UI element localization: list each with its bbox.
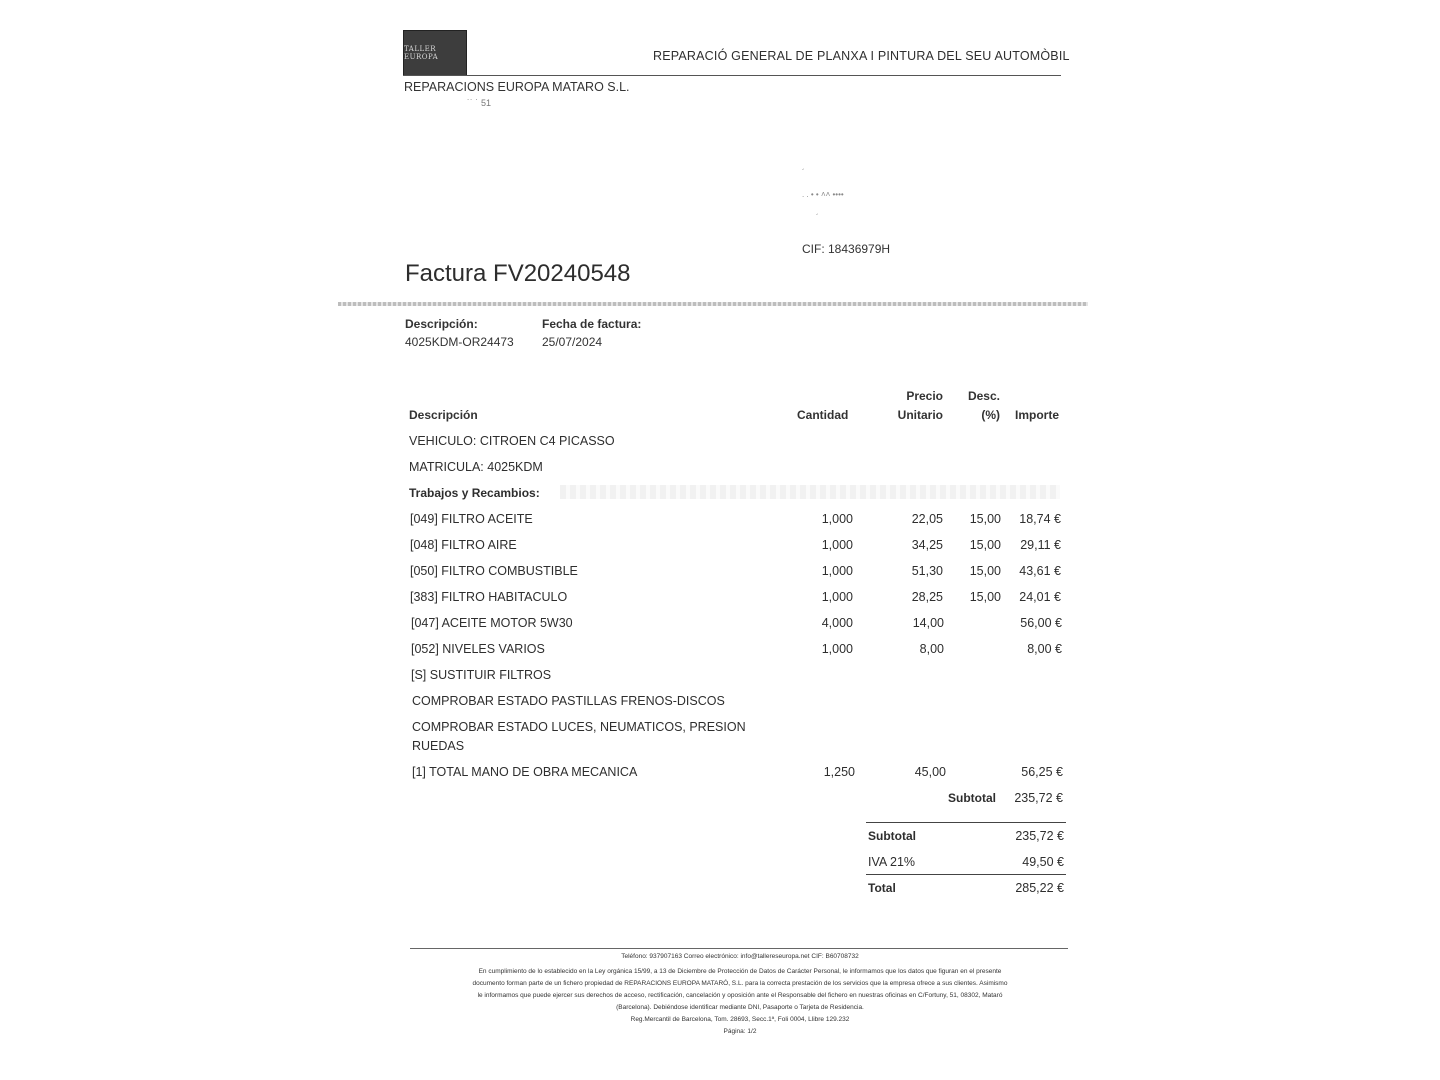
totals-iva-value: 49,50 € <box>1022 855 1064 869</box>
plate-line: MATRICULA: 4025KDM <box>409 460 543 474</box>
table-subtotal-value: 235,72 € <box>1014 791 1063 805</box>
page-number: Página: 1/2 <box>723 1028 757 1035</box>
item-price: 51,30 <box>911 564 943 578</box>
description-value: 4025KDM-OR24473 <box>405 335 514 349</box>
footer-divider <box>410 948 1068 949</box>
totals-subtotal-label: Subtotal <box>868 829 916 843</box>
totals-mid-rule <box>866 874 1066 875</box>
item-price: 22,05 <box>911 512 943 526</box>
company-logo <box>403 30 467 76</box>
labor-quantity: 1,250 <box>823 765 855 779</box>
footer-legal-4: (Barcelona). Debiéndose identificar mediante DNI, Pasaporte o Tarjeta de Residencia. <box>616 1004 864 1011</box>
section-label: Trabajos y Recambios: <box>409 486 540 500</box>
item-description: [049] FILTRO ACEITE <box>410 512 533 526</box>
col-header-description: Descripción <box>409 408 478 422</box>
labor-amount: 56,25 € <box>1021 765 1063 779</box>
item-quantity: 1,000 <box>821 590 853 604</box>
labor-price: 45,00 <box>914 765 946 779</box>
item-price: 8,00 <box>919 642 944 656</box>
totals-total-value: 285,22 € <box>1015 881 1064 895</box>
item-quantity: 1,000 <box>821 512 853 526</box>
item-description: [050] FILTRO COMBUSTIBLE <box>410 564 578 578</box>
title-divider <box>338 302 1088 306</box>
date-value: 25/07/2024 <box>542 335 603 349</box>
note-line: RUEDAS <box>412 739 465 753</box>
item-amount: 43,61 € <box>1019 564 1061 578</box>
item-price: 34,25 <box>911 538 943 552</box>
footer-registry: Reg.Mercantil de Barcelona, Tom. 28693, Secc.1ª, Foli 0004, Llibre 129.232 <box>630 1016 850 1023</box>
item-discount: 15,00 <box>969 564 1001 578</box>
item-description: [052] NIVELES VARIOS <box>411 642 545 656</box>
item-quantity: 1,000 <box>821 642 853 656</box>
description-label: Descripción: <box>405 317 478 331</box>
date-label: Fecha de factura: <box>542 317 642 331</box>
table-subtotal-label: Subtotal <box>948 791 996 805</box>
totals-iva-label: IVA 21% <box>868 855 916 869</box>
item-description: [048] FILTRO AIRE <box>410 538 517 552</box>
footer-legal-3: le informamos que puede ejercer sus derechos de acceso, rectificación, cancelación y oposición ante el Responsable del fichero en nuestras oficinas en C/Fortuny, 51, 08302, Mataró <box>477 992 1003 999</box>
item-price: 14,00 <box>912 616 944 630</box>
footer-legal-1: En cumplimiento de lo establecido en la Ley orgánica 15/99, a 13 de Diciembre de Protección de Datos de Carácter Personal, le informamos que los datos que figuran en el presente <box>478 968 1002 975</box>
company-address-fragment: ˙˙ ˙ 51 <box>467 98 492 108</box>
item-amount: 24,01 € <box>1019 590 1061 604</box>
footer-legal-2: documento forman parte de un fichero propiedad de REPARACIONS EUROPA MATARÓ, S.L. para la correcta prestación de los servicios que la empresa ofrece a sus clientes. Asimismo <box>472 980 1008 987</box>
company-name: REPARACIONS EUROPA MATARO S.L. <box>404 80 630 94</box>
col-header-discount-2: (%) <box>981 408 1000 422</box>
item-description: [383] FILTRO HABITACULO <box>410 590 568 604</box>
note-line: COMPROBAR ESTADO PASTILLAS FRENOS-DISCOS <box>412 694 725 708</box>
item-amount: 56,00 € <box>1020 616 1062 630</box>
item-discount: 15,00 <box>969 538 1001 552</box>
item-description: [047] ACEITE MOTOR 5W30 <box>411 616 573 630</box>
item-discount: 15,00 <box>969 590 1001 604</box>
col-header-discount-1: Desc. <box>967 389 1000 403</box>
col-header-price-1: Precio <box>906 389 943 403</box>
totals-top-rule <box>866 822 1066 823</box>
item-quantity: 1,000 <box>821 564 853 578</box>
item-quantity: 4,000 <box>821 616 853 630</box>
redacted-smear <box>560 485 1060 499</box>
item-amount: 29,11 € <box>1020 538 1061 552</box>
client-line-1: ´ <box>802 168 805 177</box>
header-divider <box>403 75 1061 76</box>
client-line-2: . . • • ˄˄ •••• <box>802 190 844 199</box>
labor-description: [1] TOTAL MANO DE OBRA MECANICA <box>412 765 638 779</box>
footer-contact: Teléfono: 937907163 Correo electrónico: info@tallereseuropa.net CIF: B60708732 <box>621 953 859 960</box>
col-header-amount: Importe <box>1014 408 1059 422</box>
note-line: COMPROBAR ESTADO LUCES, NEUMATICOS, PRESION <box>412 720 746 734</box>
invoice-title: Factura FV20240548 <box>405 260 631 287</box>
item-amount: 8,00 € <box>1027 642 1062 656</box>
logo-text: TALLER EUROPA <box>404 45 439 61</box>
totals-subtotal-value: 235,72 € <box>1015 829 1064 843</box>
col-header-quantity: Cantidad <box>797 408 849 422</box>
vehicle-line: VEHICULO: CITROEN C4 PICASSO <box>409 434 615 448</box>
note-line: [S] SUSTITUIR FILTROS <box>411 668 552 682</box>
item-price: 28,25 <box>911 590 943 604</box>
col-header-price-2: Unitario <box>897 408 943 422</box>
item-discount: 15,00 <box>969 512 1001 526</box>
totals-total-label: Total <box>868 881 896 895</box>
item-amount: 18,74 € <box>1019 512 1061 526</box>
client-cif: CIF: 18436979H <box>802 242 891 256</box>
item-quantity: 1,000 <box>821 538 853 552</box>
client-line-3: ´ <box>816 213 819 222</box>
company-tagline: REPARACIÓ GENERAL DE PLANXA I PINTURA DEL SEU AUTOMÒBIL <box>653 49 1070 63</box>
